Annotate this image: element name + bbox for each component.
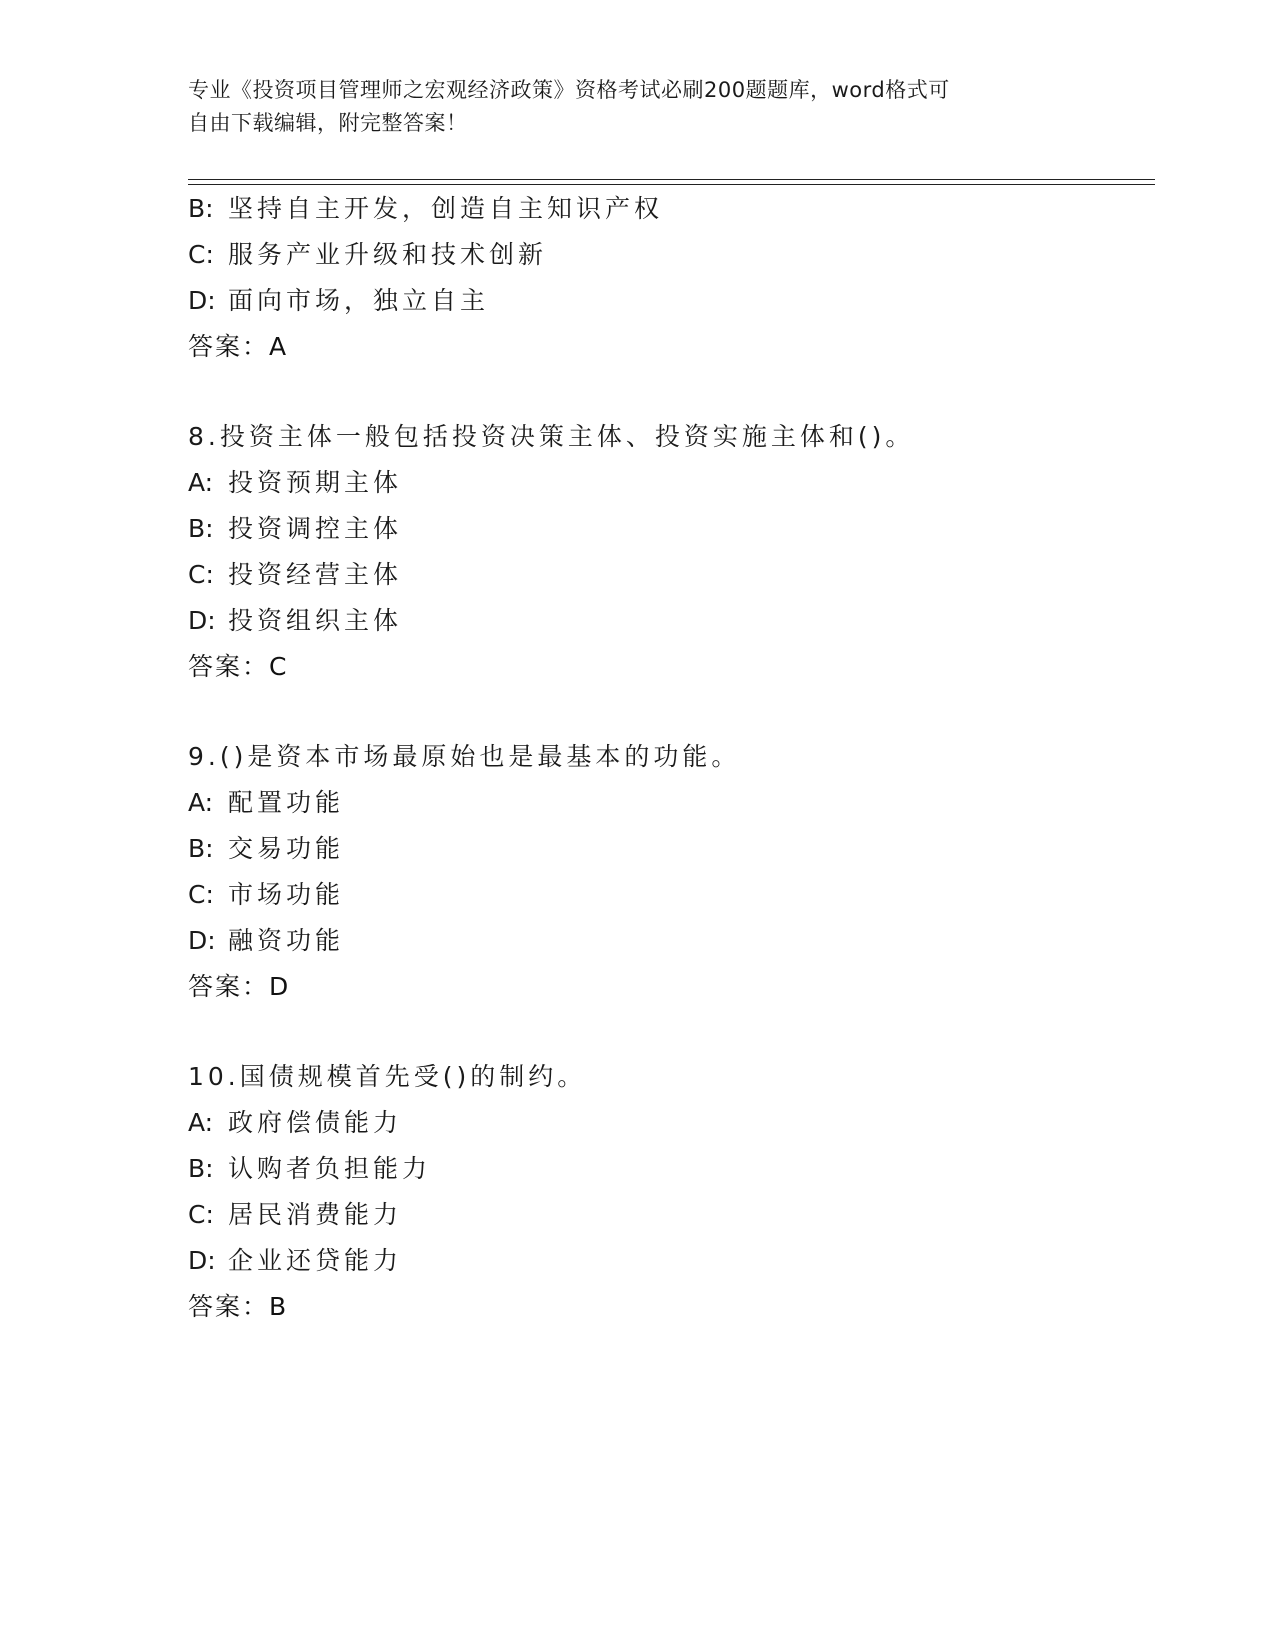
- question-9: [188, 734, 1138, 1010]
- question-stem: 9.()是资本市场最原始也是最基本的功能。: [188, 742, 741, 771]
- option-b: B: 投资调控主体: [188, 514, 403, 543]
- option-a: A: 配置功能: [188, 788, 345, 817]
- option-d: D: 面向市场，独立自主: [188, 286, 490, 315]
- page-header: [188, 74, 1068, 140]
- spacer: [188, 690, 1138, 734]
- option-d: D: 融资功能: [188, 926, 345, 955]
- option-c: C: 市场功能: [188, 880, 345, 909]
- question-7-continued: [188, 186, 1138, 370]
- answer-line: 答案：A: [188, 332, 289, 361]
- option-a: A: 投资预期主体: [188, 468, 403, 497]
- option-c: C: 服务产业升级和技术创新: [188, 240, 548, 269]
- spacer: [188, 1010, 1138, 1054]
- option-a: A: 政府偿债能力: [188, 1108, 403, 1137]
- header-line-2: 自由下载编辑，附完整答案！: [188, 111, 468, 135]
- answer-line: 答案：B: [188, 1292, 289, 1321]
- answer-line: 答案：C: [188, 652, 289, 681]
- spacer: [188, 370, 1138, 414]
- option-d: D: 企业还贷能力: [188, 1246, 403, 1275]
- option-c: C: 居民消费能力: [188, 1200, 403, 1229]
- option-b: B: 认购者负担能力: [188, 1154, 432, 1183]
- header-line-1: 专业《投资项目管理师之宏观经济政策》资格考试必刷200题题库，word格式可: [188, 78, 950, 102]
- header-divider: [188, 179, 1155, 185]
- question-8: [188, 414, 1138, 690]
- option-b: B: 交易功能: [188, 834, 345, 863]
- option-b: B: 坚持自主开发，创造自主知识产权: [188, 194, 664, 223]
- question-10: [188, 1054, 1138, 1330]
- option-c: C: 投资经营主体: [188, 560, 403, 589]
- option-d: D: 投资组织主体: [188, 606, 403, 635]
- question-list: [188, 186, 1138, 1330]
- answer-line: 答案：D: [188, 972, 291, 1001]
- question-stem: 10.国债规模首先受()的制约。: [188, 1062, 587, 1091]
- question-stem: 8.投资主体一般包括投资决策主体、投资实施主体和()。: [188, 422, 915, 451]
